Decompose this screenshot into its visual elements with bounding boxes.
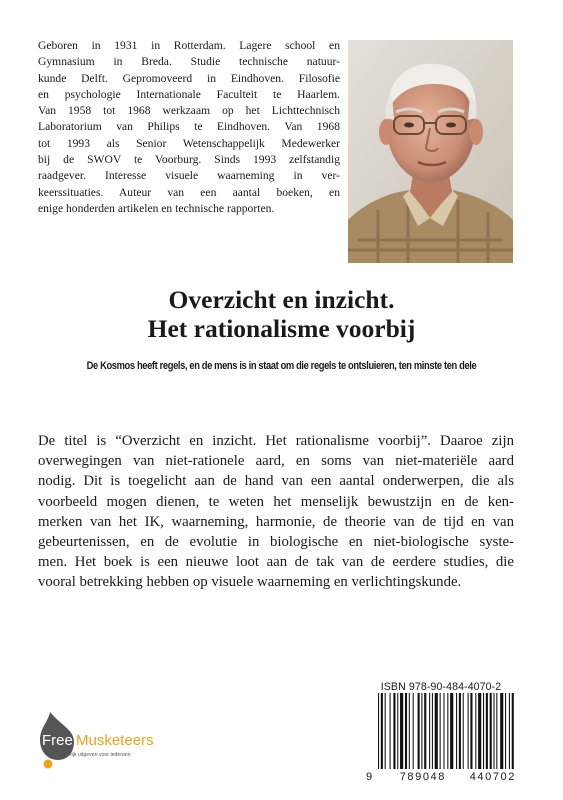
barcode-bar [400, 693, 403, 769]
bio-line: kunde Delft. Gepromoveerd in Eindhoven. Filosofie [38, 71, 340, 85]
bio-line: Gymnasium in Breda. Studie technische natuur- [38, 55, 340, 69]
barcode-bar [409, 693, 410, 769]
barcode-bar [490, 693, 492, 769]
publisher-logo [36, 706, 196, 772]
book-subtitle: De Kosmos heeft regels, en de mens is in staat om die regels te ontsluieren, ten minste ten dele [86, 360, 477, 372]
blurb-line: vooral betrekking hebben op visuele waarneming en verlichtingskunde. [38, 574, 462, 591]
barcode-bar [459, 693, 461, 769]
barcode-bar [432, 693, 433, 769]
barcode-bar [496, 693, 497, 769]
barcode-bar [463, 693, 464, 769]
barcode-bar [418, 693, 420, 769]
barcode-bar [440, 693, 441, 769]
barcode-bar [509, 693, 510, 769]
barcode-bar [405, 693, 407, 769]
blurb-line: nodig. Dit is toegelicht aan de hand van een aantal onderwerpen, die als [38, 473, 514, 490]
barcode-bars [366, 693, 516, 783]
barcode-bar [478, 693, 481, 769]
blurb-line: overwegingen van niet-rationele aard, en soms van niet-materiële aard [38, 453, 514, 470]
barcode-bar [393, 693, 395, 769]
barcode-bar [378, 693, 379, 769]
barcode-first-digit: 9 [366, 771, 373, 783]
barcode-group-1: 789048 [399, 771, 446, 783]
publisher-tagline: Kansrijk uitgeven voor iedereen [58, 752, 131, 758]
barcode-bar [413, 693, 414, 769]
barcode-bar [468, 693, 469, 769]
bio-line: tot 1993 als Senior Wetenschappelijk Medewerker [38, 136, 340, 150]
isbn-barcode [366, 681, 516, 787]
barcode-bar [447, 693, 448, 769]
barcode-bar [470, 693, 472, 769]
bio-line: raadgever. Interesse visuele waarneming in ver- [38, 169, 340, 183]
barcode-bar [494, 693, 495, 769]
bio-line: bij de SWOV te Voorburg. Sinds 1993 zelfstandig [38, 153, 340, 167]
barcode-bar [397, 693, 398, 769]
bio-line: keerssituaties. Auteur van een aantal boeken, en [38, 185, 340, 199]
barcode-bar [500, 693, 503, 769]
bio-line: Laboratorium van Philips te Eindhoven. Van 1968 [38, 120, 340, 134]
barcode-bar [390, 693, 391, 769]
barcode-bar [443, 693, 444, 769]
isbn-number: ISBN 978-90-484-4070-2 [380, 681, 502, 693]
barcode-bar [486, 693, 488, 769]
barcode-bar [505, 693, 506, 769]
barcode-bar [450, 693, 453, 769]
bio-line: Van 1958 tot 1968 werkzaam op het Lichttechnisch [38, 104, 340, 118]
book-title-line-2: Het rationalisme voorbij [147, 314, 416, 343]
publisher-name-free: Free [42, 732, 73, 749]
barcode-bar [435, 693, 438, 769]
barcode-bar [421, 693, 422, 769]
barcode-bar [381, 693, 383, 769]
barcode-bar [385, 693, 386, 769]
book-title-line-1: Overzicht en inzicht. [168, 285, 395, 314]
barcode-group-2: 440702 [469, 771, 516, 783]
blurb-line: voorbeeld mogen dienen, te weten het menselijk bewustzijn en de ken- [38, 493, 514, 510]
publisher-name-musketeers: Musketeers [76, 732, 154, 749]
author-bio [38, 38, 340, 217]
barcode-bar [475, 693, 476, 769]
barcode-bar [483, 693, 484, 769]
bio-line: en psychologie Internationale Faculteit te Haarlem. [38, 87, 340, 101]
barcode-digits [366, 771, 516, 783]
blurb-line: De titel is “Overzicht en inzicht. Het rationalisme voorbij”. Daaroe zijn [38, 433, 514, 449]
book-blurb [38, 431, 514, 593]
author-portrait [348, 40, 513, 263]
bio-line: Geboren in 1931 in Rotterdam. Lagere school en [38, 39, 340, 52]
blurb-line: merken van het IK, waarneming, harmonie, de theorie van de tijd en van [38, 513, 514, 530]
barcode-bar [424, 693, 426, 769]
blurb-line: men. Het boek is een nieuwe loot aan de tak van de eerdere studies, die [38, 554, 514, 571]
barcode-bar [512, 693, 514, 769]
barcode-bar [456, 693, 457, 769]
logo-dot-icon [44, 760, 53, 769]
barcode-bar [429, 693, 430, 769]
blurb-line: gebeurtenissen, en de evolutie in biologische en niet-biologische syste- [38, 534, 514, 551]
bio-line: enige honderden artikelen en technische rapporten. [38, 201, 275, 215]
